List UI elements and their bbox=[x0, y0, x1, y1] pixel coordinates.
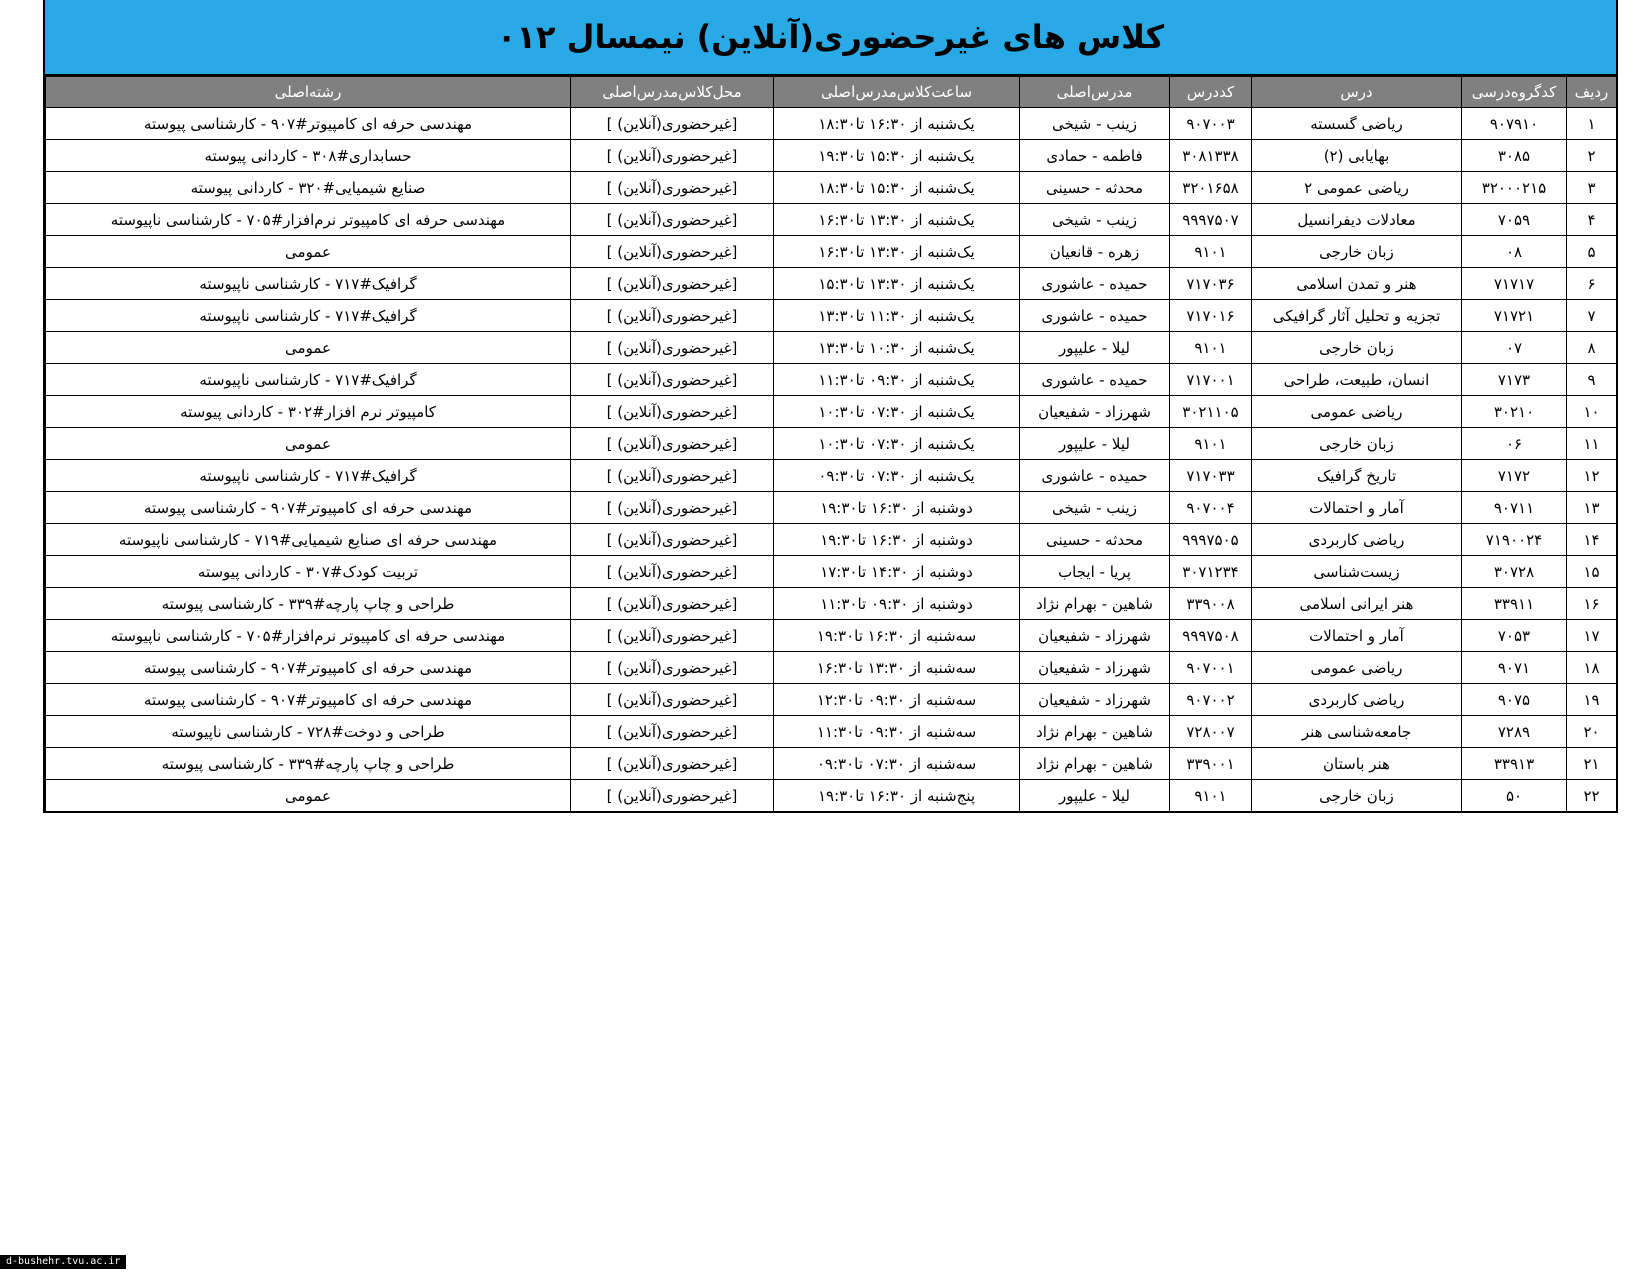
header-location: محل‌کلاس‌مدرس‌اصلی bbox=[571, 77, 774, 108]
cell-instructor: حمیده - عاشوری bbox=[1020, 300, 1170, 332]
cell-course-code: ۹۰۷۰۰۴ bbox=[1170, 492, 1252, 524]
cell-field: عمومی bbox=[46, 332, 571, 364]
cell-row-number: ۲۲ bbox=[1567, 780, 1617, 813]
cell-course-code: ۷۱۷۰۱۶ bbox=[1170, 300, 1252, 332]
cell-course-code: ۷۲۸۰۰۷ bbox=[1170, 716, 1252, 748]
cell-group-code: ۷۱۷۲ bbox=[1462, 460, 1567, 492]
cell-course-code: ۳۰۷۱۲۳۴ bbox=[1170, 556, 1252, 588]
header-course: درس bbox=[1252, 77, 1462, 108]
cell-field: عمومی bbox=[46, 780, 571, 813]
cell-course: آمار و احتمالات bbox=[1252, 492, 1462, 524]
cell-instructor: حمیده - عاشوری bbox=[1020, 364, 1170, 396]
cell-course-code: ۹۹۹۷۵۰۸ bbox=[1170, 620, 1252, 652]
cell-time: دوشنبه از ۰۹:۳۰ تا۱۱:۳۰ bbox=[774, 588, 1020, 620]
header-time: ساعت‌کلاس‌مدرس‌اصلی bbox=[774, 77, 1020, 108]
cell-field: صنایع شیمیایی#۳۲۰ - کاردانی پیوسته bbox=[46, 172, 571, 204]
cell-field: طراحی و چاپ پارچه#۳۳۹ - کارشناسی پیوسته bbox=[46, 748, 571, 780]
cell-location: [غیرحضوری(آنلاین) ] bbox=[571, 204, 774, 236]
cell-location: [غیرحضوری(آنلاین) ] bbox=[571, 620, 774, 652]
cell-row-number: ۸ bbox=[1567, 332, 1617, 364]
cell-row-number: ۴ bbox=[1567, 204, 1617, 236]
cell-instructor: شاهین - بهرام نژاد bbox=[1020, 748, 1170, 780]
cell-time: یک‌شنبه از ۱۰:۳۰ تا۱۳:۳۰ bbox=[774, 332, 1020, 364]
cell-instructor: زهره - قانعیان bbox=[1020, 236, 1170, 268]
cell-course: بهایابی (۲) bbox=[1252, 140, 1462, 172]
cell-time: دوشنبه از ۱۶:۳۰ تا۱۹:۳۰ bbox=[774, 524, 1020, 556]
cell-group-code: ۳۰۸۵ bbox=[1462, 140, 1567, 172]
cell-group-code: ۷۱۷۱۷ bbox=[1462, 268, 1567, 300]
table-row bbox=[46, 524, 1617, 556]
cell-field: گرافیک#۷۱۷ - کارشناسی ناپیوسته bbox=[46, 364, 571, 396]
cell-course-code: ۷۱۷۰۰۱ bbox=[1170, 364, 1252, 396]
cell-location: [غیرحضوری(آنلاین) ] bbox=[571, 396, 774, 428]
table-row bbox=[46, 556, 1617, 588]
table-row bbox=[46, 428, 1617, 460]
table-body bbox=[46, 108, 1617, 813]
cell-course-code: ۳۳۹۰۰۸ bbox=[1170, 588, 1252, 620]
cell-row-number: ۷ bbox=[1567, 300, 1617, 332]
cell-instructor: شهرزاد - شفیعیان bbox=[1020, 652, 1170, 684]
cell-instructor: زینب - شیخی bbox=[1020, 108, 1170, 140]
cell-instructor: فاطمه - حمادی bbox=[1020, 140, 1170, 172]
cell-instructor: حمیده - عاشوری bbox=[1020, 460, 1170, 492]
cell-time: دوشنبه از ۱۴:۳۰ تا۱۷:۳۰ bbox=[774, 556, 1020, 588]
cell-course: تاریخ گرافیک bbox=[1252, 460, 1462, 492]
cell-row-number: ۵ bbox=[1567, 236, 1617, 268]
cell-row-number: ۱۸ bbox=[1567, 652, 1617, 684]
cell-location: [غیرحضوری(آنلاین) ] bbox=[571, 780, 774, 813]
cell-time: سه‌شنبه از ۰۹:۳۰ تا۱۱:۳۰ bbox=[774, 716, 1020, 748]
cell-location: [غیرحضوری(آنلاین) ] bbox=[571, 364, 774, 396]
cell-location: [غیرحضوری(آنلاین) ] bbox=[571, 108, 774, 140]
cell-location: [غیرحضوری(آنلاین) ] bbox=[571, 332, 774, 364]
table-row bbox=[46, 748, 1617, 780]
cell-location: [غیرحضوری(آنلاین) ] bbox=[571, 588, 774, 620]
cell-course: زبان خارجی bbox=[1252, 236, 1462, 268]
cell-time: یک‌شنبه از ۰۷:۳۰ تا۱۰:۳۰ bbox=[774, 396, 1020, 428]
cell-row-number: ۱۶ bbox=[1567, 588, 1617, 620]
cell-field: حسابداری#۳۰۸ - کاردانی پیوسته bbox=[46, 140, 571, 172]
table-row bbox=[46, 492, 1617, 524]
cell-instructor: پریا - ایجاب bbox=[1020, 556, 1170, 588]
cell-course: زبان خارجی bbox=[1252, 428, 1462, 460]
cell-location: [غیرحضوری(آنلاین) ] bbox=[571, 492, 774, 524]
table-row bbox=[46, 300, 1617, 332]
header-field: رشته‌اصلی bbox=[46, 77, 571, 108]
cell-row-number: ۳ bbox=[1567, 172, 1617, 204]
table-row bbox=[46, 396, 1617, 428]
cell-group-code: ۹۰۷۱۱ bbox=[1462, 492, 1567, 524]
cell-course-code: ۳۰۸۱۳۳۸ bbox=[1170, 140, 1252, 172]
cell-time: سه‌شنبه از ۱۳:۳۰ تا۱۶:۳۰ bbox=[774, 652, 1020, 684]
cell-row-number: ۱۷ bbox=[1567, 620, 1617, 652]
cell-instructor: لیلا - علیپور bbox=[1020, 428, 1170, 460]
cell-course-code: ۹۱۰۱ bbox=[1170, 428, 1252, 460]
cell-course: ریاضی عمومی bbox=[1252, 396, 1462, 428]
cell-time: دوشنبه از ۱۶:۳۰ تا۱۹:۳۰ bbox=[774, 492, 1020, 524]
cell-group-code: ۰۷ bbox=[1462, 332, 1567, 364]
cell-field: مهندسی حرفه ای کامپیوتر نرم‌افزار#۷۰۵ - کارشناسی ناپیوسته bbox=[46, 204, 571, 236]
header-group-code: کدگروه‌درسی bbox=[1462, 77, 1567, 108]
cell-course-code: ۳۲۰۱۶۵۸ bbox=[1170, 172, 1252, 204]
cell-course: ریاضی عمومی bbox=[1252, 652, 1462, 684]
cell-time: یک‌شنبه از ۱۶:۳۰ تا۱۸:۳۰ bbox=[774, 108, 1020, 140]
cell-row-number: ۱۱ bbox=[1567, 428, 1617, 460]
page-title: کلاس های غیرحضوری(آنلاین) نیمسال ۰۱۲ bbox=[496, 18, 1165, 56]
cell-group-code: ۰۸ bbox=[1462, 236, 1567, 268]
cell-location: [غیرحضوری(آنلاین) ] bbox=[571, 684, 774, 716]
cell-time: یک‌شنبه از ۰۹:۳۰ تا۱۱:۳۰ bbox=[774, 364, 1020, 396]
cell-field: گرافیک#۷۱۷ - کارشناسی ناپیوسته bbox=[46, 268, 571, 300]
table-row bbox=[46, 684, 1617, 716]
table-row bbox=[46, 652, 1617, 684]
cell-group-code: ۹۰۷۱ bbox=[1462, 652, 1567, 684]
cell-row-number: ۱۰ bbox=[1567, 396, 1617, 428]
cell-course: انسان، طبیعت، طراحی bbox=[1252, 364, 1462, 396]
table-row bbox=[46, 172, 1617, 204]
cell-field: مهندسی حرفه ای صنایع شیمیایی#۷۱۹ - کارشناسی ناپیوسته bbox=[46, 524, 571, 556]
cell-course-code: ۹۹۹۷۵۰۷ bbox=[1170, 204, 1252, 236]
cell-field: عمومی bbox=[46, 428, 571, 460]
cell-group-code: ۳۲۰۰۰۲۱۵ bbox=[1462, 172, 1567, 204]
cell-time: یک‌شنبه از ۱۱:۳۰ تا۱۳:۳۰ bbox=[774, 300, 1020, 332]
cell-course: ریاضی کاربردی bbox=[1252, 524, 1462, 556]
header-course-code: کددرس bbox=[1170, 77, 1252, 108]
cell-instructor: شهرزاد - شفیعیان bbox=[1020, 620, 1170, 652]
cell-course-code: ۷۱۷۰۳۳ bbox=[1170, 460, 1252, 492]
cell-location: [غیرحضوری(آنلاین) ] bbox=[571, 524, 774, 556]
cell-instructor: حمیده - عاشوری bbox=[1020, 268, 1170, 300]
table-row bbox=[46, 268, 1617, 300]
cell-instructor: شهرزاد - شفیعیان bbox=[1020, 684, 1170, 716]
cell-course-code: ۹۱۰۱ bbox=[1170, 780, 1252, 813]
table-row bbox=[46, 140, 1617, 172]
cell-field: طراحی و دوخت#۷۲۸ - کارشناسی ناپیوسته bbox=[46, 716, 571, 748]
cell-course-code: ۹۱۰۱ bbox=[1170, 236, 1252, 268]
cell-location: [غیرحضوری(آنلاین) ] bbox=[571, 236, 774, 268]
header-instructor: مدرس‌اصلی bbox=[1020, 77, 1170, 108]
cell-row-number: ۶ bbox=[1567, 268, 1617, 300]
cell-course: هنر و تمدن اسلامی bbox=[1252, 268, 1462, 300]
schedule-table bbox=[45, 76, 1617, 813]
cell-time: یک‌شنبه از ۱۵:۳۰ تا۱۸:۳۰ bbox=[774, 172, 1020, 204]
cell-row-number: ۱۲ bbox=[1567, 460, 1617, 492]
table-row bbox=[46, 332, 1617, 364]
cell-course: تجزیه و تحلیل آثار گرافیکی bbox=[1252, 300, 1462, 332]
cell-time: سه‌شنبه از ۰۹:۳۰ تا۱۲:۳۰ bbox=[774, 684, 1020, 716]
cell-location: [غیرحضوری(آنلاین) ] bbox=[571, 268, 774, 300]
table-row bbox=[46, 620, 1617, 652]
title-bar bbox=[45, 0, 1616, 76]
table-row bbox=[46, 204, 1617, 236]
cell-row-number: ۱۹ bbox=[1567, 684, 1617, 716]
cell-time: سه‌شنبه از ۰۷:۳۰ تا۰۹:۳۰ bbox=[774, 748, 1020, 780]
cell-time: سه‌شنبه از ۱۶:۳۰ تا۱۹:۳۰ bbox=[774, 620, 1020, 652]
header-row-number: ردیف bbox=[1567, 77, 1617, 108]
cell-field: مهندسی حرفه ای کامپیوتر#۹۰۷ - کارشناسی پیوسته bbox=[46, 652, 571, 684]
table-row bbox=[46, 716, 1617, 748]
table-row bbox=[46, 108, 1617, 140]
cell-row-number: ۱۳ bbox=[1567, 492, 1617, 524]
cell-course: معادلات دیفرانسیل bbox=[1252, 204, 1462, 236]
cell-row-number: ۱ bbox=[1567, 108, 1617, 140]
cell-time: پنج‌شنبه از ۱۶:۳۰ تا۱۹:۳۰ bbox=[774, 780, 1020, 813]
cell-location: [غیرحضوری(آنلاین) ] bbox=[571, 172, 774, 204]
cell-group-code: ۹۰۷۹۱۰ bbox=[1462, 108, 1567, 140]
cell-group-code: ۷۱۹۰۰۲۴ bbox=[1462, 524, 1567, 556]
cell-field: طراحی و چاپ پارچه#۳۳۹ - کارشناسی پیوسته bbox=[46, 588, 571, 620]
cell-course-code: ۷۱۷۰۳۶ bbox=[1170, 268, 1252, 300]
cell-group-code: ۰۶ bbox=[1462, 428, 1567, 460]
cell-course: زبان خارجی bbox=[1252, 332, 1462, 364]
cell-instructor: زینب - شیخی bbox=[1020, 204, 1170, 236]
cell-instructor: محدثه - حسینی bbox=[1020, 172, 1170, 204]
cell-group-code: ۵۰ bbox=[1462, 780, 1567, 813]
cell-course: هنر ایرانی اسلامی bbox=[1252, 588, 1462, 620]
schedule-sheet bbox=[43, 0, 1618, 813]
cell-location: [غیرحضوری(آنلاین) ] bbox=[571, 300, 774, 332]
cell-group-code: ۷۰۵۳ bbox=[1462, 620, 1567, 652]
cell-time: یک‌شنبه از ۱۵:۳۰ تا۱۹:۳۰ bbox=[774, 140, 1020, 172]
cell-field: مهندسی حرفه ای کامپیوتر#۹۰۷ - کارشناسی پیوسته bbox=[46, 492, 571, 524]
cell-field: تربیت کودک#۳۰۷ - کاردانی پیوسته bbox=[46, 556, 571, 588]
cell-field: گرافیک#۷۱۷ - کارشناسی ناپیوسته bbox=[46, 300, 571, 332]
cell-course: آمار و احتمالات bbox=[1252, 620, 1462, 652]
cell-location: [غیرحضوری(آنلاین) ] bbox=[571, 556, 774, 588]
cell-instructor: شهرزاد - شفیعیان bbox=[1020, 396, 1170, 428]
cell-course: ریاضی گسسته bbox=[1252, 108, 1462, 140]
cell-group-code: ۳۳۹۱۳ bbox=[1462, 748, 1567, 780]
cell-time: یک‌شنبه از ۰۷:۳۰ تا۰۹:۳۰ bbox=[774, 460, 1020, 492]
cell-location: [غیرحضوری(آنلاین) ] bbox=[571, 652, 774, 684]
cell-field: مهندسی حرفه ای کامپیوتر#۹۰۷ - کارشناسی پیوسته bbox=[46, 108, 571, 140]
cell-row-number: ۲۱ bbox=[1567, 748, 1617, 780]
cell-course: زبان خارجی bbox=[1252, 780, 1462, 813]
cell-group-code: ۳۰۷۲۸ bbox=[1462, 556, 1567, 588]
cell-location: [غیرحضوری(آنلاین) ] bbox=[571, 716, 774, 748]
table-row bbox=[46, 460, 1617, 492]
cell-group-code: ۳۳۹۱۱ bbox=[1462, 588, 1567, 620]
cell-course: جامعه‌شناسی هنر bbox=[1252, 716, 1462, 748]
cell-instructor: شاهین - بهرام نژاد bbox=[1020, 588, 1170, 620]
cell-instructor: لیلا - علیپور bbox=[1020, 332, 1170, 364]
cell-instructor: زینب - شیخی bbox=[1020, 492, 1170, 524]
cell-group-code: ۹۰۷۵ bbox=[1462, 684, 1567, 716]
table-row bbox=[46, 780, 1617, 813]
cell-course: زیست‌شناسی bbox=[1252, 556, 1462, 588]
cell-group-code: ۳۰۲۱۰ bbox=[1462, 396, 1567, 428]
cell-location: [غیرحضوری(آنلاین) ] bbox=[571, 140, 774, 172]
cell-group-code: ۷۱۷۲۱ bbox=[1462, 300, 1567, 332]
cell-course: هنر باستان bbox=[1252, 748, 1462, 780]
table-row bbox=[46, 588, 1617, 620]
cell-location: [غیرحضوری(آنلاین) ] bbox=[571, 748, 774, 780]
cell-course-code: ۹۰۷۰۰۳ bbox=[1170, 108, 1252, 140]
cell-group-code: ۷۱۷۳ bbox=[1462, 364, 1567, 396]
cell-course-code: ۳۰۲۱۱۰۵ bbox=[1170, 396, 1252, 428]
table-header bbox=[46, 77, 1617, 108]
cell-time: یک‌شنبه از ۱۳:۳۰ تا۱۶:۳۰ bbox=[774, 236, 1020, 268]
cell-time: یک‌شنبه از ۰۷:۳۰ تا۱۰:۳۰ bbox=[774, 428, 1020, 460]
cell-course-code: ۹۰۷۰۰۲ bbox=[1170, 684, 1252, 716]
cell-time: یک‌شنبه از ۱۳:۳۰ تا۱۶:۳۰ bbox=[774, 204, 1020, 236]
cell-field: عمومی bbox=[46, 236, 571, 268]
cell-instructor: شاهین - بهرام نژاد bbox=[1020, 716, 1170, 748]
cell-field: مهندسی حرفه ای کامپیوتر#۹۰۷ - کارشناسی پیوسته bbox=[46, 684, 571, 716]
cell-course-code: ۹۰۷۰۰۱ bbox=[1170, 652, 1252, 684]
cell-row-number: ۲۰ bbox=[1567, 716, 1617, 748]
cell-course: ریاضی عمومی ۲ bbox=[1252, 172, 1462, 204]
cell-instructor: لیلا - علیپور bbox=[1020, 780, 1170, 813]
cell-field: مهندسی حرفه ای کامپیوتر نرم‌افزار#۷۰۵ - کارشناسی ناپیوسته bbox=[46, 620, 571, 652]
cell-course-code: ۳۳۹۰۰۱ bbox=[1170, 748, 1252, 780]
footer-url: d-bushehr.tvu.ac.ir bbox=[0, 1255, 126, 1269]
cell-field: کامپیوتر نرم افزار#۳۰۲ - کاردانی پیوسته bbox=[46, 396, 571, 428]
cell-row-number: ۹ bbox=[1567, 364, 1617, 396]
cell-row-number: ۲ bbox=[1567, 140, 1617, 172]
cell-instructor: محدثه - حسینی bbox=[1020, 524, 1170, 556]
cell-group-code: ۷۲۸۹ bbox=[1462, 716, 1567, 748]
table-row bbox=[46, 364, 1617, 396]
cell-course-code: ۹۹۹۷۵۰۵ bbox=[1170, 524, 1252, 556]
cell-row-number: ۱۵ bbox=[1567, 556, 1617, 588]
cell-field: گرافیک#۷۱۷ - کارشناسی ناپیوسته bbox=[46, 460, 571, 492]
cell-course: ریاضی کاربردی bbox=[1252, 684, 1462, 716]
cell-time: یک‌شنبه از ۱۳:۳۰ تا۱۵:۳۰ bbox=[774, 268, 1020, 300]
cell-location: [غیرحضوری(آنلاین) ] bbox=[571, 460, 774, 492]
table-row bbox=[46, 236, 1617, 268]
cell-row-number: ۱۴ bbox=[1567, 524, 1617, 556]
cell-group-code: ۷۰۵۹ bbox=[1462, 204, 1567, 236]
cell-location: [غیرحضوری(آنلاین) ] bbox=[571, 428, 774, 460]
cell-course-code: ۹۱۰۱ bbox=[1170, 332, 1252, 364]
